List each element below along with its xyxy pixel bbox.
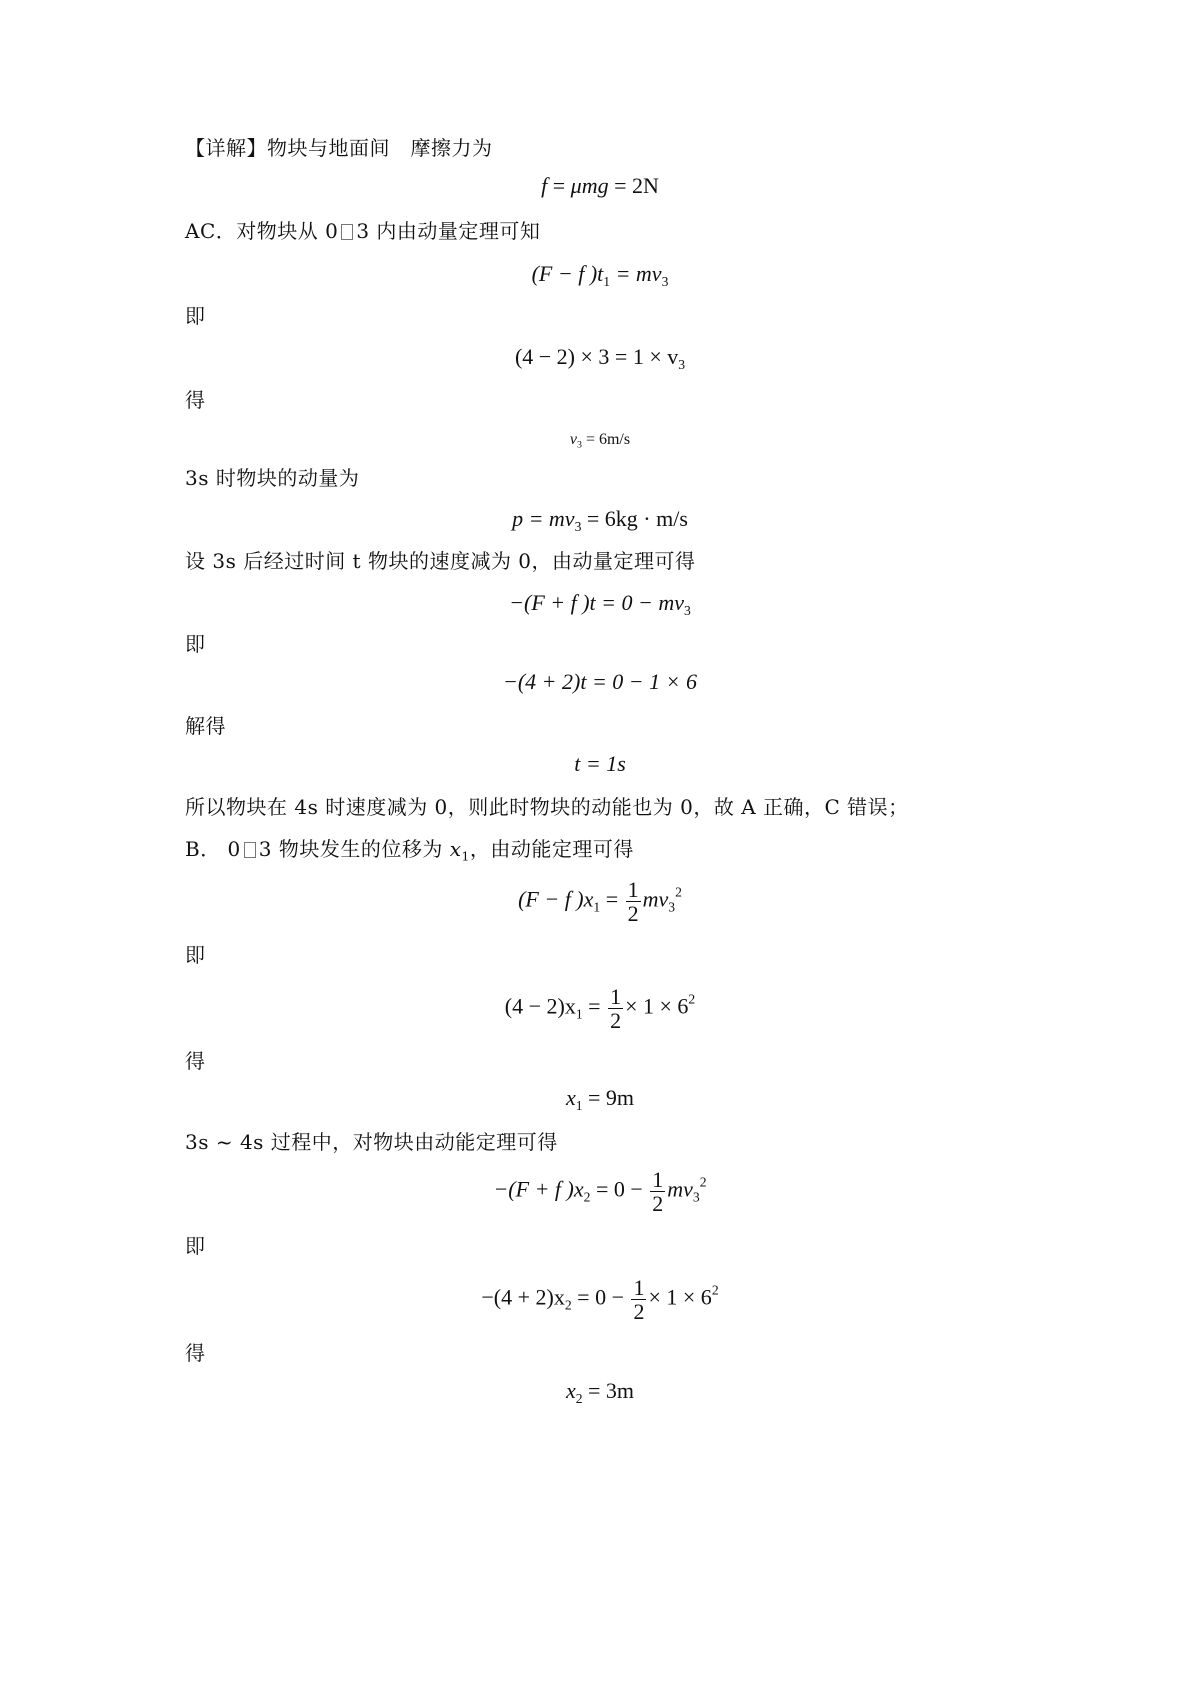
eq-part: mv xyxy=(642,886,669,912)
equation-x2 xyxy=(0,1377,1200,1405)
eq-sub: 2 xyxy=(564,1297,572,1313)
fraction xyxy=(608,985,623,1032)
text-part: AC．对物块从 0 xyxy=(185,219,339,243)
text-line-3s-4s: 3s ~ 4s 过程中，对物块由动能定理可得 xyxy=(185,1130,558,1154)
eq-part: = 2N xyxy=(608,173,659,198)
fraction xyxy=(626,878,641,925)
equation-decel-values xyxy=(0,668,1200,696)
eq-sup: 2 xyxy=(699,1174,707,1190)
eq-sub: 1 xyxy=(593,899,601,915)
fraction-denominator: 2 xyxy=(652,1191,664,1217)
text-line-ji-1: 即 xyxy=(185,304,206,328)
eq-part: = 6m/s xyxy=(581,431,631,448)
eq-part: (4 − 2) × 3 = 1 × v xyxy=(514,344,679,369)
equation-friction xyxy=(0,172,1200,200)
eq-part: = 0 − xyxy=(571,1284,630,1310)
eq-part: mv xyxy=(667,1176,693,1202)
text-part: x xyxy=(449,837,462,861)
fraction xyxy=(631,1276,646,1323)
missing-glyph-icon xyxy=(341,224,353,240)
equation-momentum-p xyxy=(0,505,1200,533)
text-line-after-3s: 设 3s 后经过时间 t 物块的速度减为 0，由动量定理可得 xyxy=(185,549,696,573)
text-line-b xyxy=(185,836,634,862)
eq-part: p = mv xyxy=(512,506,575,531)
equation-work-energy-2-values xyxy=(0,1276,1200,1323)
eq-part: x xyxy=(565,1085,576,1110)
equation-work-energy-2 xyxy=(0,1168,1200,1215)
fraction-numerator: 1 xyxy=(652,1167,664,1192)
text-part: B． 0 xyxy=(185,837,241,861)
equation-x1 xyxy=(0,1084,1200,1112)
text-line-momentum-3s: 3s 时物块的动量为 xyxy=(185,466,360,490)
eq-part: −(4 + 2)t = 0 − 1 × 6 xyxy=(503,669,697,694)
eq-part: t = 1s xyxy=(574,751,626,776)
fraction-denominator: 2 xyxy=(627,901,639,927)
eq-sup: 2 xyxy=(675,884,682,900)
eq-sub: 3 xyxy=(692,1189,700,1205)
eq-part: = 9m xyxy=(582,1085,635,1110)
eq-sub: 3 xyxy=(678,356,686,372)
fraction-denominator: 2 xyxy=(610,1008,622,1034)
text-sub: 1 xyxy=(461,848,470,864)
solution-heading-line: 【详解】物块与地面间 摩擦力为 xyxy=(185,136,493,160)
text-line-de-3: 得 xyxy=(185,1341,206,1365)
equation-work-energy-1-values xyxy=(0,985,1200,1032)
eq-part: f xyxy=(541,173,548,198)
eq-sup: 2 xyxy=(688,991,696,1007)
text-part: ，由动能定理可得 xyxy=(469,837,634,861)
fraction-denominator: 2 xyxy=(633,1299,645,1325)
eq-sub: 3 xyxy=(577,439,582,451)
equation-t xyxy=(0,750,1200,778)
eq-part: = 3m xyxy=(582,1378,635,1403)
eq-part: = xyxy=(600,886,624,912)
eq-sub: 1 xyxy=(575,1006,583,1022)
eq-sup: 2 xyxy=(711,1282,719,1298)
text-line-jiede: 解得 xyxy=(185,714,226,738)
eq-part: × 1 × 6 xyxy=(625,993,689,1019)
equation-momentum-theorem xyxy=(0,260,1200,288)
text-line-conclusion-ac: 所以物块在 4s 时速度减为 0，则此时物块的动能也为 0，故 A 正确，C 错误； xyxy=(185,795,909,819)
text-line-de-1: 得 xyxy=(185,388,206,412)
text-part: 3 物块发生的位移为 xyxy=(258,837,450,861)
eq-part: (F − f )x xyxy=(518,886,594,912)
eq-part: −(F + f )x xyxy=(493,1176,584,1202)
eq-sub: 2 xyxy=(583,1189,591,1205)
eq-part: −(4 + 2)x xyxy=(481,1284,565,1310)
text-line-ji-4: 即 xyxy=(185,1234,206,1258)
eq-sub: 3 xyxy=(574,518,582,534)
text-line-de-2: 得 xyxy=(185,1049,206,1073)
eq-part: = mv xyxy=(610,261,662,286)
eq-sub: 3 xyxy=(661,273,669,289)
eq-sub: 1 xyxy=(603,273,611,289)
eq-part: −(F + f )t = 0 − mv xyxy=(509,590,685,615)
eq-part: x xyxy=(565,1378,576,1403)
eq-part: = xyxy=(582,993,607,1019)
eq-part: μmg xyxy=(570,173,609,198)
eq-part: × 1 × 6 xyxy=(648,1284,712,1310)
text-part: 3 内由动量定理可知 xyxy=(356,219,541,243)
missing-glyph-icon xyxy=(244,842,256,858)
equation-momentum-values xyxy=(0,343,1200,371)
equation-decel-momentum xyxy=(0,589,1200,617)
eq-sub: 2 xyxy=(575,1390,583,1406)
eq-part: = 0 − xyxy=(590,1176,649,1202)
equation-work-energy-1 xyxy=(0,878,1200,925)
eq-sub: 3 xyxy=(684,602,691,618)
eq-part: = xyxy=(547,173,571,198)
text-line-ji-3: 即 xyxy=(185,943,206,967)
fraction-numerator: 1 xyxy=(627,877,639,902)
fraction xyxy=(650,1168,665,1215)
fraction-numerator: 1 xyxy=(610,984,622,1009)
equation-v3 xyxy=(0,426,1200,454)
eq-part: = 6kg · m/s xyxy=(581,506,688,531)
eq-part: (4 − 2)x xyxy=(504,993,576,1019)
text-line-ac xyxy=(185,218,540,244)
fraction-numerator: 1 xyxy=(633,1275,645,1300)
eq-sub: 3 xyxy=(668,899,676,915)
eq-part: v xyxy=(569,431,577,448)
text-line-ji-2: 即 xyxy=(185,632,206,656)
eq-part: (F − f )t xyxy=(531,261,604,286)
eq-sub: 1 xyxy=(575,1097,583,1113)
